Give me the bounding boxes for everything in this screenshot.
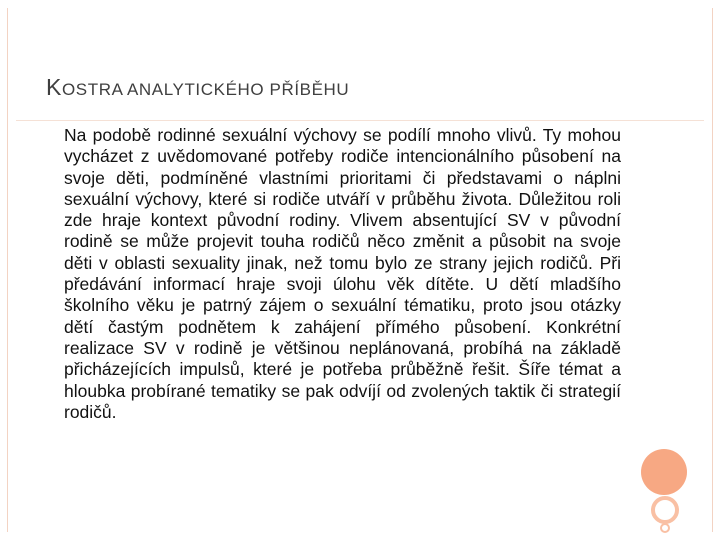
decorative-circle-icon: [641, 449, 687, 495]
title-divider: [16, 120, 704, 121]
decorative-ring-icon: [651, 496, 679, 524]
slide-title-rest: OSTRA ANALYTICKÉHO PŘÍBĚHU: [61, 80, 350, 99]
decorative-small-ring-icon: [660, 523, 670, 533]
slide-title: [46, 76, 349, 99]
body-paragraph: Na podobě rodinné sexuální výchovy se podílí mnoho vlivů. Ty mohou vycházet z uvědomované potřeby rodiče intencionálního působení na svoje děti, podmíněné vlastními prioritami či představami o náplni sexuální výchovy, které si rodiče utváří v průběhu života. Důležitou roli zde hraje kontext původní rodiny. Vlivem absentující SV v původní rodině se může projevit touha rodičů něco změnit a působit na svoje děti v oblasti sexuality jinak, než tomu bylo ze strany jejich rodičů. Při předávání informací hraje svoji úlohu věk dítěte. U dětí mladšího školního věku je patrný zájem o sexuální tématiku, proto jsou otázky dětí častým podnětem k zahájení přímého působení. Konkrétní realizace SV v rodině je většinou neplánovaná, probíhá na základě přicházejících impulsů, které je potřeba průběžně řešit. Šíře témat a hloubka probírané tematiky se pak odvíjí od zvolených taktik či strategií rodičů.: [64, 125, 621, 422]
slide-title-initial: K: [46, 74, 62, 100]
